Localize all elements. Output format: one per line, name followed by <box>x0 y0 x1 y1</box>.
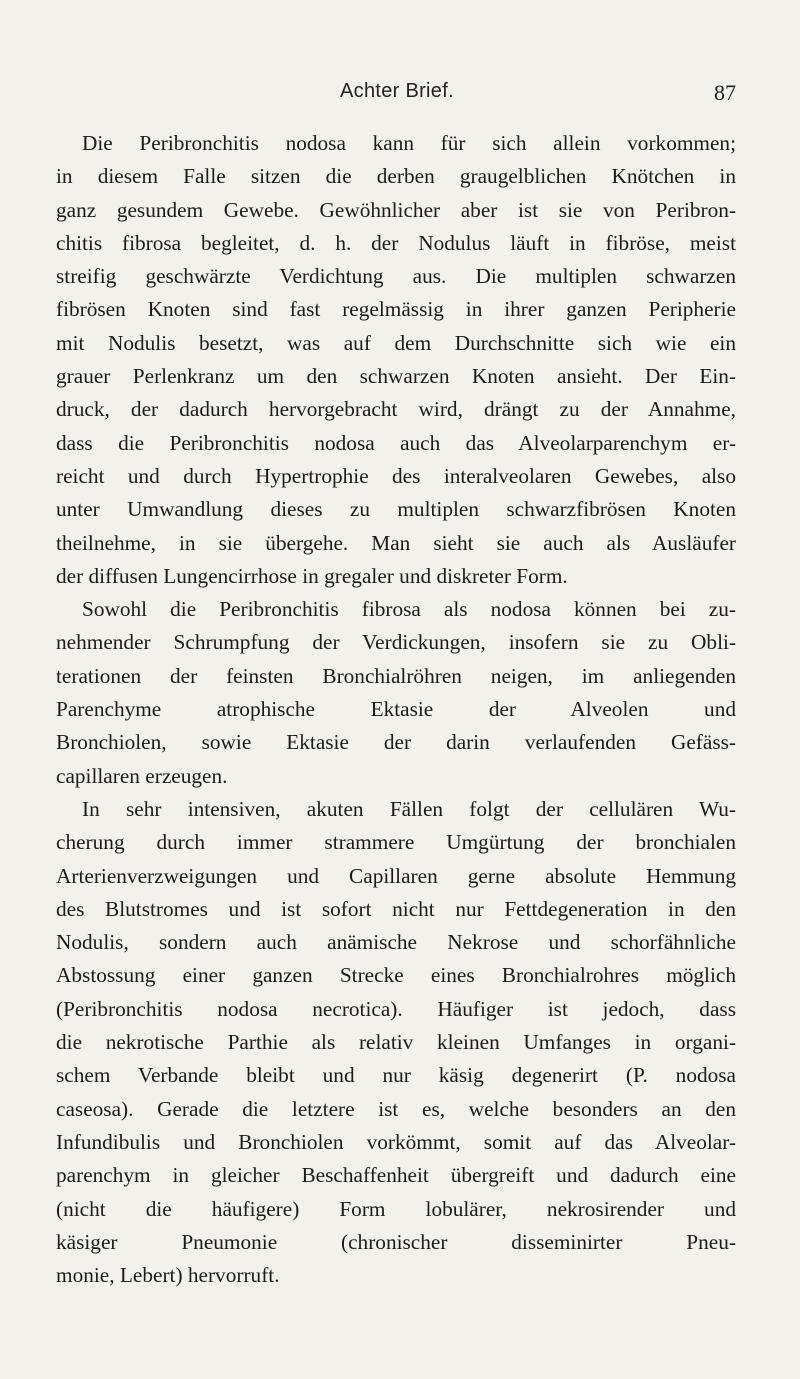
page-header <box>0 80 800 110</box>
text-line: parenchym in gleicher Beschaffenheit übergreift und dadurch eine <box>56 1163 736 1188</box>
text-line: theilnehme, in sie übergehe. Man sieht sie auch als Ausläufer <box>56 530 736 555</box>
text-line: chitis fibrosa begleitet, d. h. der Nodulus läuft in fibröse, meist <box>56 230 736 255</box>
body-text <box>56 127 736 1292</box>
text-line: caseosa). Gerade die letztere ist es, welche besonders an den <box>56 1096 736 1121</box>
text-line: grauer Perlenkranz um den schwarzen Knoten ansieht. Der Ein- <box>56 364 736 389</box>
text-line: in diesem Falle sitzen die derben graugelblichen Knötchen in <box>56 164 736 189</box>
text-line: des Blutstromes und ist sofort nicht nur Fettdegeneration in den <box>56 896 736 921</box>
text-line: der diffusen Lungencirrhose in gregaler und diskreter Form. <box>56 563 568 588</box>
text-line: monie, Lebert) hervorruft. <box>56 1263 280 1288</box>
text-line: Nodulis, sondern auch anämische Nekrose und schorfähnliche <box>56 930 736 955</box>
text-line: die nekrotische Parthie als relativ kleinen Umfanges in organi- <box>56 1030 736 1055</box>
text-line: Sowohl die Peribronchitis fibrosa als nodosa können bei zu- <box>82 597 736 622</box>
text-line: Abstossung einer ganzen Strecke eines Bronchialrohres möglich <box>56 963 736 988</box>
text-line: ganz gesundem Gewebe. Gewöhnlicher aber ist sie von Peribron- <box>56 197 736 222</box>
text-line: Infundibulis und Bronchiolen vorkömmt, somit auf das Alveolar- <box>56 1129 736 1154</box>
text-line: Die Peribronchitis nodosa kann für sich allein vorkommen; <box>82 131 736 155</box>
text-line: streifig geschwärzte Verdichtung aus. Die multiplen schwarzen <box>56 264 736 289</box>
text-line: (Peribronchitis nodosa necrotica). Häufiger ist jedoch, dass <box>56 996 736 1021</box>
text-line: nehmender Schrumpfung der Verdickungen, insofern sie zu Obli- <box>56 630 736 655</box>
text-line: fibrösen Knoten sind fast regelmässig in ihrer ganzen Peripherie <box>56 297 736 322</box>
page-number: 87 <box>714 80 736 105</box>
text-line: In sehr intensiven, akuten Fällen folgt der cellulären Wu- <box>82 796 736 821</box>
text-line: dass die Peribronchitis nodosa auch das Alveolarparenchym er- <box>56 430 736 455</box>
text-line: käsiger Pneumonie (chronischer disseminirter Pneu- <box>56 1229 736 1254</box>
text-line: reicht und durch Hypertrophie des interalveolaren Gewebes, also <box>56 463 736 488</box>
text-line: schem Verbande bleibt und nur käsig degenerirt (P. nodosa <box>56 1063 736 1088</box>
text-line: Parenchyme atrophische Ektasie der Alveolen und <box>56 697 736 722</box>
text-line: mit Nodulis besetzt, was auf dem Durchschnitte sich wie ein <box>56 330 736 355</box>
text-line: druck, der dadurch hervorgebracht wird, drängt zu der Annahme, <box>56 397 736 422</box>
text-line: Bronchiolen, sowie Ektasie der darin verlaufenden Gefäss- <box>56 730 736 755</box>
text-line: unter Umwandlung dieses zu multiplen schwarzfibrösen Knoten <box>56 497 736 522</box>
text-line: cherung durch immer strammere Umgürtung der bronchialen <box>56 830 736 855</box>
text-line: terationen der feinsten Bronchialröhren neigen, im anliegenden <box>56 663 736 688</box>
running-head: Achter Brief. <box>340 80 454 102</box>
text-line: Arterienverzweigungen und Capillaren gerne absolute Hemmung <box>56 863 736 888</box>
text-line: capillaren erzeugen. <box>56 763 228 788</box>
text-line: (nicht die häufigere) Form lobulärer, nekrosirender und <box>56 1196 736 1221</box>
